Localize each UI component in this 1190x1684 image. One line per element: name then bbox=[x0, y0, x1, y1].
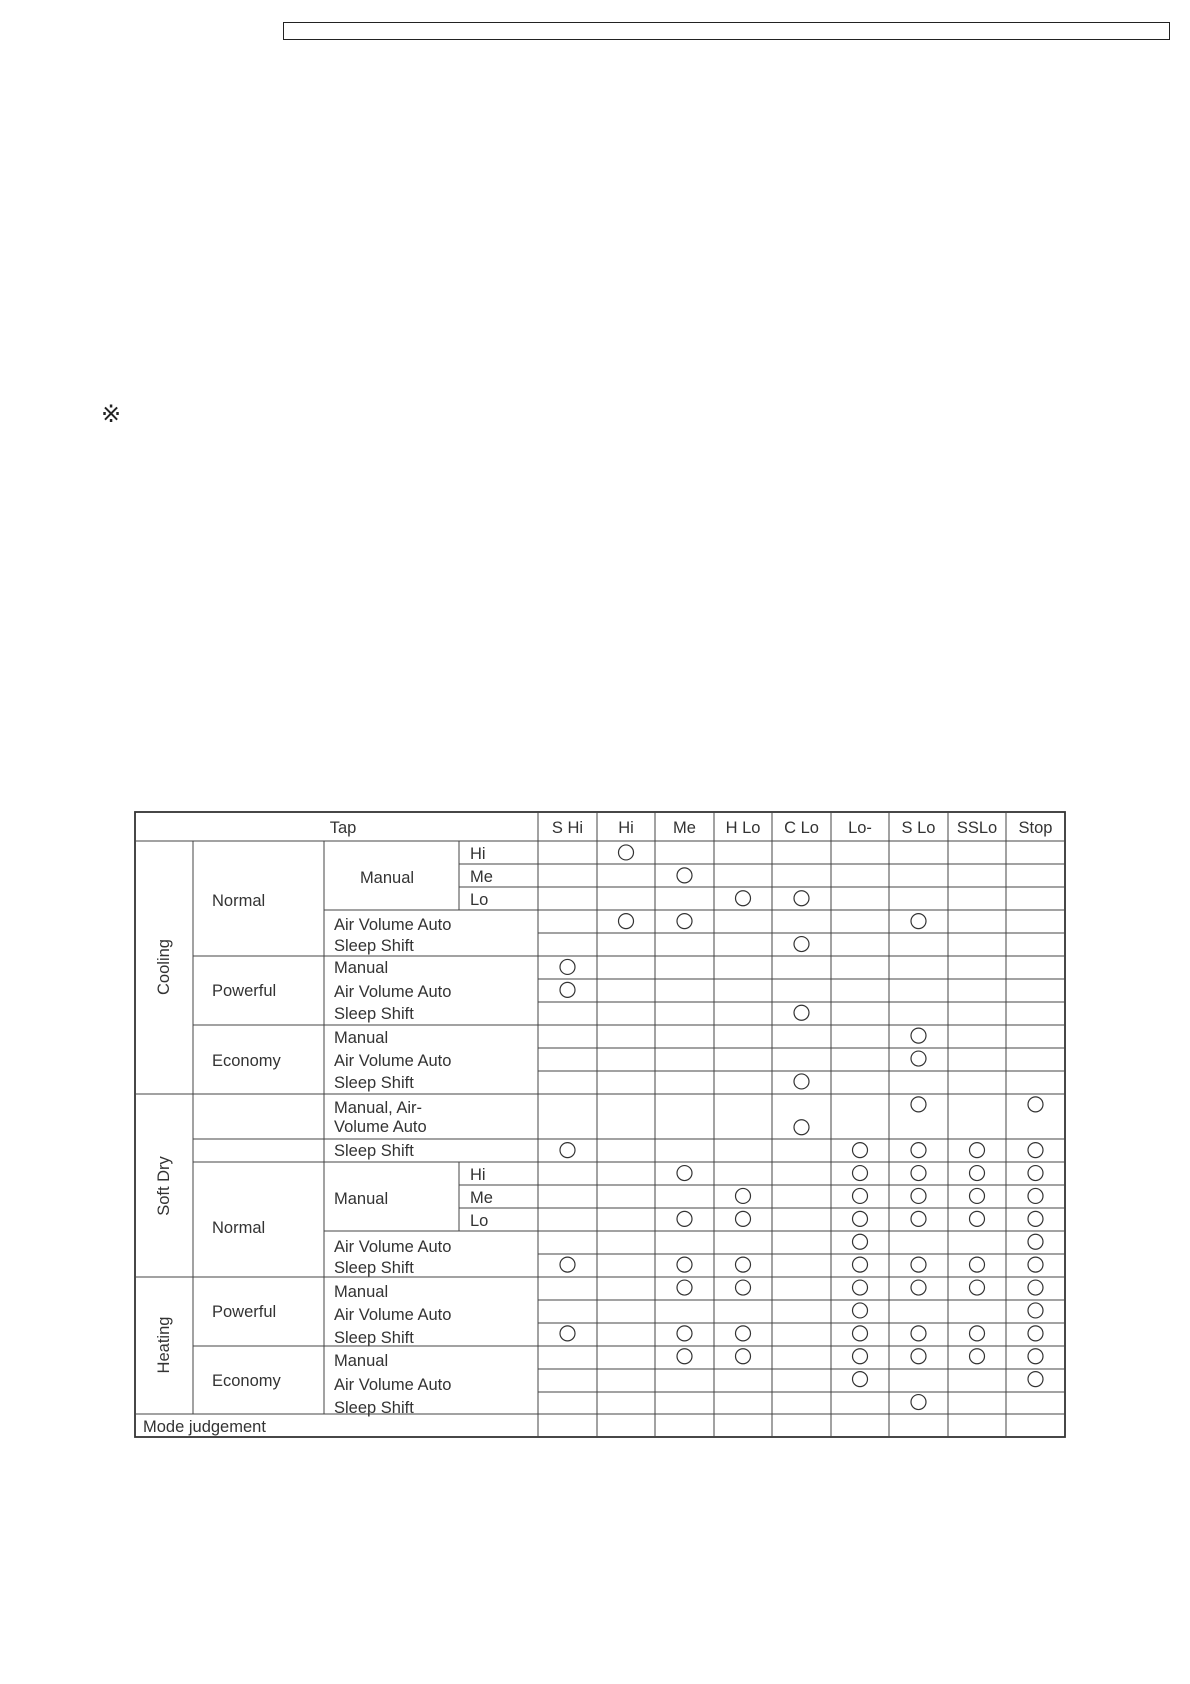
column-header: SSLo bbox=[956, 819, 998, 837]
circle-mark bbox=[1028, 1303, 1043, 1318]
column-header: Hi bbox=[618, 819, 634, 837]
circle-mark bbox=[619, 914, 634, 929]
speed-label: Me bbox=[470, 1189, 493, 1207]
circle-mark bbox=[911, 914, 926, 929]
subgroup-label: Powerful bbox=[212, 982, 277, 1000]
circle-mark bbox=[736, 891, 751, 906]
circle-mark bbox=[619, 845, 634, 860]
circle-mark bbox=[911, 1143, 926, 1158]
circle-mark bbox=[1028, 1234, 1043, 1249]
subgroup-label: Economy bbox=[212, 1372, 281, 1390]
circle-mark bbox=[1028, 1280, 1043, 1295]
circle-mark bbox=[677, 1349, 692, 1364]
circle-mark bbox=[911, 1349, 926, 1364]
setting-label: Sleep Shift bbox=[334, 1399, 414, 1417]
column-header: S Lo bbox=[901, 819, 936, 837]
circle-mark bbox=[794, 937, 809, 952]
circle-mark bbox=[736, 1211, 751, 1226]
group-label: Soft Dry bbox=[155, 1156, 173, 1216]
setting-label: Manual bbox=[334, 959, 389, 977]
setting-label: Manual bbox=[334, 1029, 389, 1047]
column-header: Stop bbox=[1018, 819, 1053, 837]
reference-mark: ※ bbox=[101, 400, 122, 428]
circle-mark bbox=[1028, 1188, 1043, 1203]
setting-label: Manual, Air- bbox=[334, 1099, 423, 1117]
circle-mark bbox=[853, 1280, 868, 1295]
setting-label: Air Volume Auto bbox=[334, 916, 452, 934]
group-label: Cooling bbox=[155, 939, 173, 995]
circle-mark bbox=[677, 914, 692, 929]
circle-mark bbox=[677, 1257, 692, 1272]
circle-mark bbox=[736, 1280, 751, 1295]
circle-mark bbox=[560, 959, 575, 974]
circle-mark bbox=[970, 1326, 985, 1341]
circle-mark bbox=[911, 1166, 926, 1181]
setting-label: Sleep Shift bbox=[334, 1329, 414, 1347]
column-header: S Hi bbox=[551, 819, 584, 837]
circle-mark bbox=[794, 891, 809, 906]
circle-mark bbox=[677, 868, 692, 883]
circle-mark bbox=[911, 1257, 926, 1272]
circle-mark bbox=[911, 1028, 926, 1043]
subgroup-label: Economy bbox=[212, 1052, 281, 1070]
circle-mark bbox=[853, 1188, 868, 1203]
circle-mark bbox=[853, 1211, 868, 1226]
circle-mark bbox=[736, 1188, 751, 1203]
setting-label: Sleep Shift bbox=[334, 1005, 414, 1023]
circle-mark bbox=[677, 1211, 692, 1226]
circle-mark bbox=[853, 1166, 868, 1181]
circle-mark bbox=[970, 1188, 985, 1203]
setting-label: Air Volume Auto bbox=[334, 1238, 452, 1256]
subgroup-label: Normal bbox=[212, 1219, 266, 1237]
circle-mark bbox=[970, 1211, 985, 1226]
circle-mark bbox=[677, 1280, 692, 1295]
group-label: Heating bbox=[155, 1316, 173, 1374]
mode-judgement-label: Mode judgement bbox=[143, 1418, 266, 1436]
manual-label: Manual bbox=[334, 1190, 389, 1208]
circle-mark bbox=[911, 1051, 926, 1066]
circle-mark bbox=[911, 1326, 926, 1341]
circle-mark bbox=[970, 1349, 985, 1364]
table-content bbox=[143, 819, 1052, 1436]
circle-mark bbox=[853, 1349, 868, 1364]
circle-mark bbox=[560, 1143, 575, 1158]
circle-mark bbox=[970, 1280, 985, 1295]
circle-mark bbox=[1028, 1257, 1043, 1272]
circle-mark bbox=[853, 1372, 868, 1387]
setting-label: Manual bbox=[334, 1283, 389, 1301]
circle-mark bbox=[853, 1143, 868, 1158]
column-header: Me bbox=[673, 819, 696, 837]
circle-mark bbox=[1028, 1211, 1043, 1226]
setting-label: Sleep Shift bbox=[334, 1142, 414, 1160]
circle-mark bbox=[970, 1166, 985, 1181]
circle-mark bbox=[1028, 1349, 1043, 1364]
speed-label: Lo bbox=[470, 891, 489, 909]
speed-label: Hi bbox=[470, 1166, 486, 1184]
circle-mark bbox=[911, 1211, 926, 1226]
circle-mark bbox=[970, 1143, 985, 1158]
circle-mark bbox=[1028, 1372, 1043, 1387]
circle-mark bbox=[794, 1074, 809, 1089]
circle-mark bbox=[794, 1005, 809, 1020]
circle-mark bbox=[794, 1120, 809, 1135]
circle-mark bbox=[911, 1280, 926, 1295]
circle-mark bbox=[677, 1326, 692, 1341]
column-header: H Lo bbox=[725, 819, 761, 837]
circle-mark bbox=[853, 1326, 868, 1341]
speed-label: Lo bbox=[470, 1212, 489, 1230]
speed-label: Hi bbox=[470, 845, 486, 863]
circle-mark bbox=[736, 1257, 751, 1272]
circle-mark bbox=[560, 982, 575, 997]
subgroup-label: Normal bbox=[212, 892, 266, 910]
circle-mark bbox=[970, 1257, 985, 1272]
setting-label: Sleep Shift bbox=[334, 937, 414, 955]
circle-mark bbox=[853, 1234, 868, 1249]
circle-mark bbox=[560, 1257, 575, 1272]
setting-label: Air Volume Auto bbox=[334, 1376, 452, 1394]
subgroup-label: Powerful bbox=[212, 1303, 277, 1321]
setting-label: Air Volume Auto bbox=[334, 1052, 452, 1070]
circle-mark bbox=[560, 1326, 575, 1341]
setting-label: Air Volume Auto bbox=[334, 983, 452, 1001]
manual-label: Manual bbox=[359, 869, 415, 887]
setting-label: Air Volume Auto bbox=[334, 1306, 452, 1324]
setting-label: Manual bbox=[334, 1352, 389, 1370]
table-grid bbox=[135, 812, 1065, 1437]
circle-mark bbox=[853, 1257, 868, 1272]
circle-mark bbox=[1028, 1166, 1043, 1181]
circle-mark bbox=[736, 1349, 751, 1364]
circle-mark bbox=[911, 1188, 926, 1203]
circle-mark bbox=[1028, 1326, 1043, 1341]
setting-label: Sleep Shift bbox=[334, 1074, 414, 1092]
header-tap-label: Tap bbox=[329, 819, 357, 837]
circle-mark bbox=[1028, 1097, 1043, 1112]
setting-label: Sleep Shift bbox=[334, 1259, 414, 1277]
circle-mark bbox=[1028, 1143, 1043, 1158]
column-header: C Lo bbox=[784, 819, 819, 837]
circle-mark bbox=[677, 1166, 692, 1181]
setting-label: Volume Auto bbox=[334, 1118, 427, 1136]
column-header: Lo- bbox=[848, 819, 872, 837]
speed-label: Me bbox=[470, 868, 493, 886]
circle-mark bbox=[911, 1097, 926, 1112]
circle-mark bbox=[853, 1303, 868, 1318]
circle-mark bbox=[911, 1395, 926, 1410]
circle-mark bbox=[736, 1326, 751, 1341]
